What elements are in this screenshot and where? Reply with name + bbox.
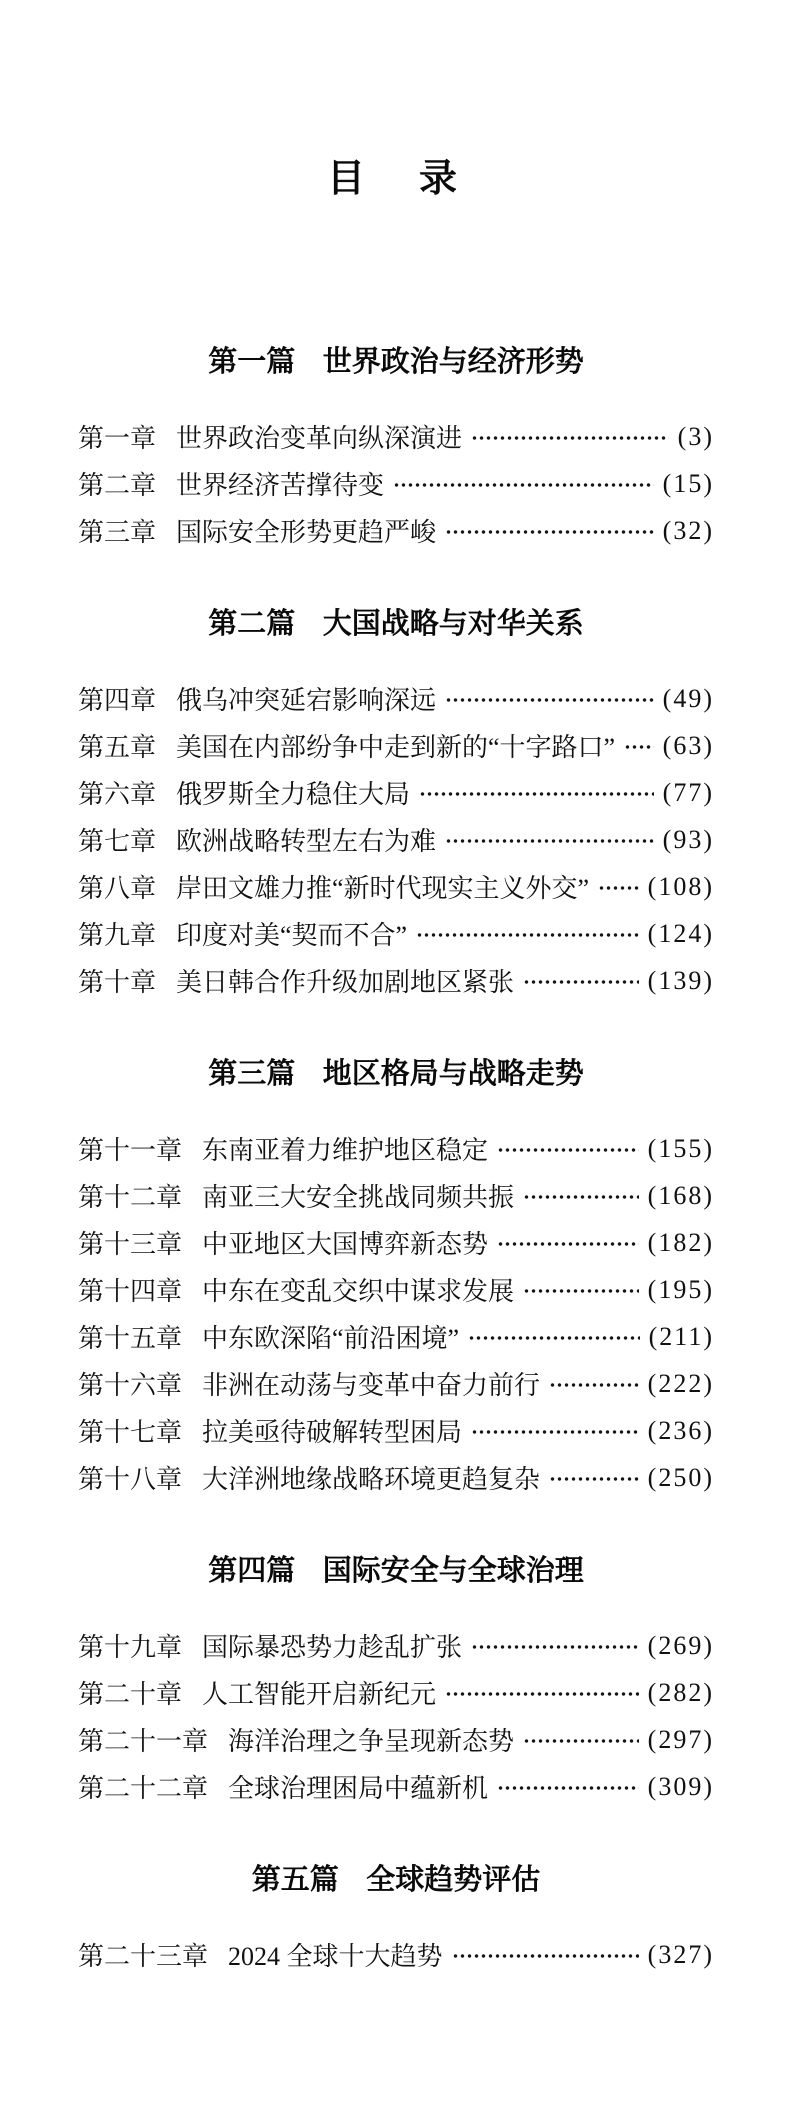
dot-leader [598,875,639,901]
toc-entry [78,1172,714,1219]
chapter-label: 第二章 [78,471,157,500]
dot-leader [624,734,654,760]
page-number: (139) [647,965,714,995]
section-label: 第三篇 [208,1056,296,1090]
page-number: (63) [662,730,714,760]
chapter-label: 第十一章 [78,1136,183,1165]
page-number: (108) [647,871,714,901]
section-heading [78,600,714,647]
chapter-title: 世界经济苦撑待变 [176,471,385,500]
page-number: (211) [648,1321,714,1351]
chapter-title: 大洋洲地缘战略环境更趋复杂 [202,1465,541,1494]
chapter-title: 南亚三大安全挑战同频共振 [202,1183,515,1212]
toc-entry [78,1931,714,1978]
section-heading [78,338,714,385]
dot-leader [445,828,654,854]
toc-entry [78,1266,714,1313]
section-label: 第五篇 [251,1862,339,1896]
chapter-label: 第十五章 [78,1324,183,1353]
section-label: 第二篇 [208,606,296,640]
section-label: 第四篇 [208,1553,296,1587]
chapter-label: 第十二章 [78,1183,183,1212]
chapter-label: 第二十一章 [78,1727,209,1756]
chapter-title: 俄罗斯全力稳住大局 [176,780,411,809]
dot-leader [445,519,654,545]
dot-leader [445,687,654,713]
dot-leader [416,922,639,948]
toc-section-4 [78,1547,714,1810]
toc-entry [78,1360,714,1407]
chapter-title: 国际安全形势更趋严峻 [176,518,437,547]
dot-leader [468,1325,640,1351]
dot-leader [471,1419,639,1445]
toc-section-1 [78,338,714,554]
dot-leader [549,1372,639,1398]
toc-entry [78,1763,714,1810]
chapter-title: 海洋治理之争呈现新态势 [228,1727,515,1756]
section-label: 第一篇 [208,344,296,378]
chapter-title: 美日韩合作升级加剧地区紧张 [176,968,515,997]
toc-section-5 [78,1856,714,1978]
chapter-label: 第十三章 [78,1230,183,1259]
page-number: (195) [647,1274,714,1304]
chapter-label: 第二十三章 [78,1942,209,1971]
page-number: (236) [647,1415,714,1445]
toc-entry [78,1125,714,1172]
toc-entry [78,722,714,769]
chapter-title: 拉美亟待破解转型困局 [202,1418,463,1447]
page-number: (49) [662,683,714,713]
page-number: (282) [647,1677,714,1707]
section-title: 大国战略与对华关系 [322,606,584,640]
chapter-title: 中东欧深陷“前沿困境” [202,1324,460,1353]
chapter-title: 全球治理困局中蕴新机 [228,1774,489,1803]
chapter-title: 中东在变乱交织中谋求发展 [202,1277,515,1306]
chapter-title: 俄乌冲突延宕影响深远 [176,686,437,715]
toc-section-2 [78,600,714,1004]
dot-leader [393,472,654,498]
page-title: 目 录 [326,156,465,200]
page-number: (182) [647,1227,714,1257]
dot-leader [523,1184,639,1210]
page-number: (168) [647,1180,714,1210]
page-number: (250) [647,1462,714,1492]
page-number: (32) [662,515,714,545]
dot-leader [523,1278,639,1304]
chapter-title: 人工智能开启新纪元 [202,1680,437,1709]
page-number: (327) [647,1939,714,1969]
chapter-label: 第六章 [78,780,157,809]
toc-entry [78,816,714,863]
page-number: (269) [647,1630,714,1660]
dot-leader [445,1681,639,1707]
chapter-title: 印度对美“契而不合” [176,921,408,950]
chapter-title: 2024 全球十大趋势 [228,1942,443,1971]
toc-entry [78,413,714,460]
page-number: (93) [662,824,714,854]
chapter-title: 中亚地区大国博弈新态势 [202,1230,489,1259]
chapter-label: 第十九章 [78,1633,183,1662]
toc-entry [78,1313,714,1360]
chapter-title: 欧洲战略转型左右为难 [176,827,437,856]
page-number: (124) [647,918,714,948]
chapter-label: 第七章 [78,827,157,856]
toc-entry [78,1407,714,1454]
page-number: (222) [647,1368,714,1398]
dot-leader [419,781,654,807]
page-number: (77) [662,777,714,807]
chapter-title: 世界政治变革向纵深演进 [176,424,463,453]
toc-entry [78,957,714,1004]
section-title: 地区格局与战略走势 [322,1056,584,1090]
section-heading [78,1547,714,1594]
toc-entry [78,1454,714,1501]
section-title: 世界政治与经济形势 [322,344,584,378]
chapter-label: 第二十章 [78,1680,183,1709]
chapter-label: 第十六章 [78,1371,183,1400]
chapter-label: 第十七章 [78,1418,183,1447]
page-number: (309) [647,1771,714,1801]
chapter-title: 非洲在动荡与变革中奋力前行 [202,1371,541,1400]
chapter-label: 第一章 [78,424,157,453]
chapter-label: 第八章 [78,874,157,903]
toc-entry [78,863,714,910]
toc-entry [78,1219,714,1266]
dot-leader [497,1137,639,1163]
chapter-label: 第四章 [78,686,157,715]
toc-entry [78,460,714,507]
chapter-label: 第二十二章 [78,1774,209,1803]
dot-leader [523,969,639,995]
chapter-title: 岸田文雄力推“新时代现实主义外交” [176,874,590,903]
section-title: 国际安全与全球治理 [322,1553,584,1587]
page-number: (3) [677,421,714,451]
toc-entry [78,910,714,957]
page-number: (297) [647,1724,714,1754]
chapter-title: 东南亚着力维护地区稳定 [202,1136,489,1165]
page-number: (155) [647,1133,714,1163]
chapter-label: 第十章 [78,968,157,997]
dot-leader [497,1775,639,1801]
section-heading [78,1856,714,1903]
chapter-label: 第九章 [78,921,157,950]
dot-leader [549,1466,639,1492]
chapter-label: 第十八章 [78,1465,183,1494]
toc-entry [78,675,714,722]
dot-leader [497,1231,639,1257]
toc-entry [78,1622,714,1669]
page-number: (15) [662,468,714,498]
toc-entry [78,769,714,816]
toc-entry [78,1716,714,1763]
section-title: 全球趋势评估 [366,1862,541,1896]
chapter-title: 美国在内部纷争中走到新的“十字路口” [176,733,616,762]
chapter-label: 第三章 [78,518,157,547]
chapter-label: 第五章 [78,733,157,762]
toc-section-3 [78,1050,714,1501]
dot-leader [452,1943,639,1969]
chapter-title: 国际暴恐势力趁乱扩张 [202,1633,463,1662]
toc-entry [78,507,714,554]
chapter-label: 第十四章 [78,1277,183,1306]
toc-entry [78,1669,714,1716]
dot-leader [523,1728,639,1754]
dot-leader [471,425,669,451]
dot-leader [471,1634,639,1660]
section-heading [78,1050,714,1097]
